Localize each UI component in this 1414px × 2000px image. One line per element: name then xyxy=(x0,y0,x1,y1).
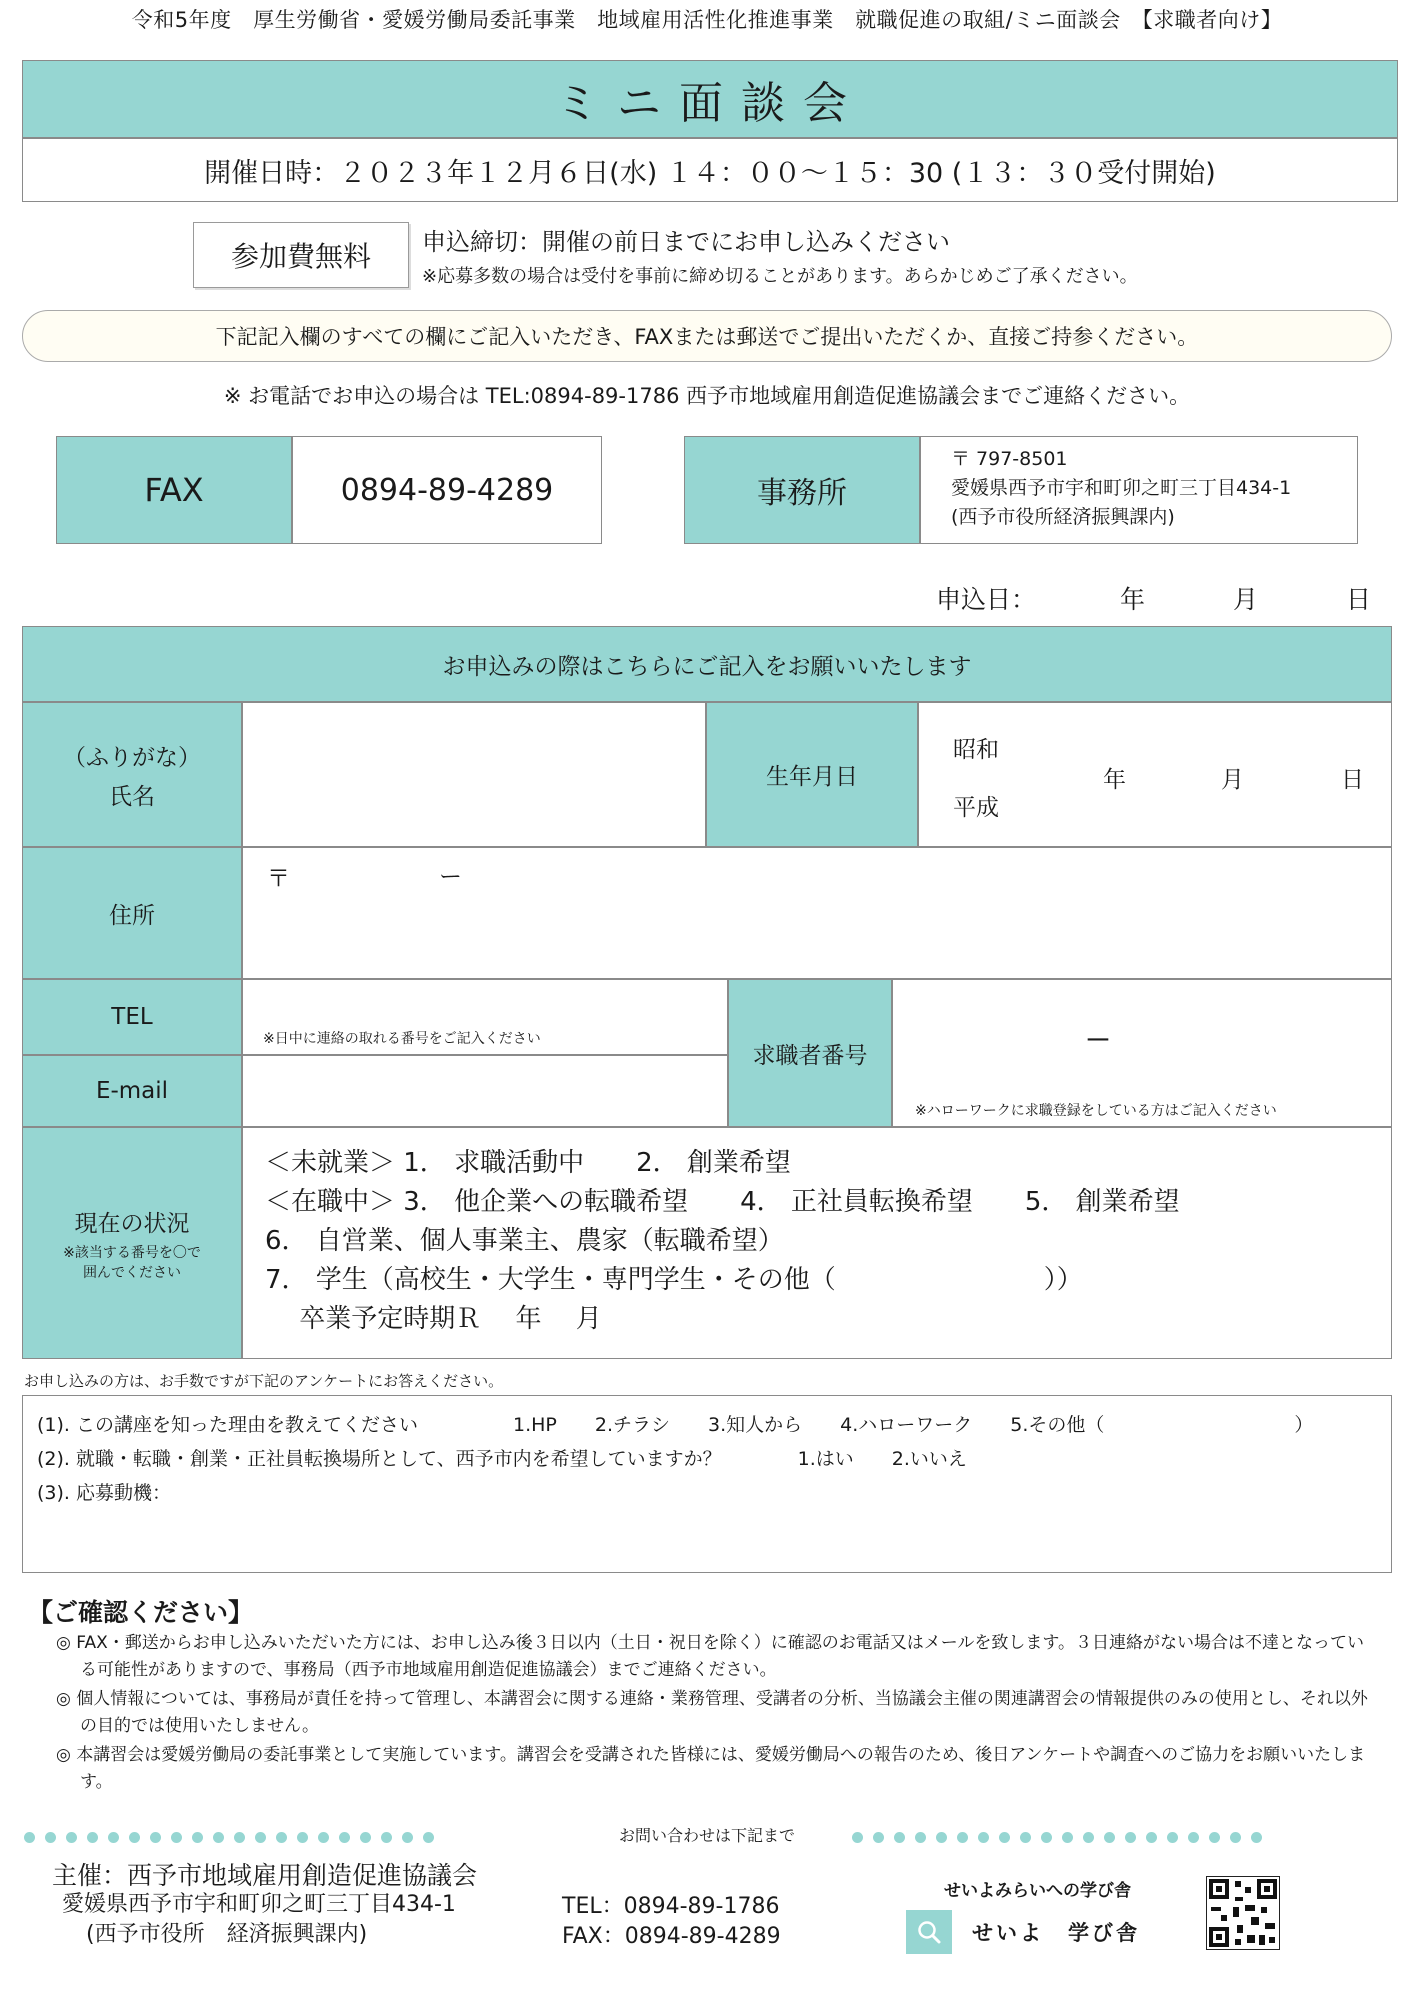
name-field[interactable] xyxy=(242,702,706,847)
birth-year-label: 年 xyxy=(1103,767,1126,793)
header-line: 令和5年度 厚生労働省・愛媛労働局委託事業 地域雇用活性化推進事業 就職促進の取組/ミニ面談会 【求職者向け】 xyxy=(131,8,1283,32)
address-label: 住所 xyxy=(22,847,242,979)
apply-date-day: 日 xyxy=(1346,585,1372,614)
survey-q2: (2). 就職・転職・創業・正社員転換場所として、西予市内を希望していますか？ 1.はい 2.いいえ xyxy=(37,1448,967,1470)
postal-dash: ー xyxy=(439,864,462,890)
jobseeker-field[interactable] xyxy=(892,979,1392,1127)
phone-note: ※ お電話でお申込の場合は TEL:0894-89-1786 西予市地域雇用創造促進協議会までご連絡ください。 xyxy=(223,384,1191,408)
search-icon[interactable] xyxy=(906,1910,952,1954)
office-dept: (西予市役所経済振興課内) xyxy=(951,506,1175,528)
name-label-text: 氏名 xyxy=(109,783,155,810)
address-field[interactable] xyxy=(242,847,1392,979)
status-options[interactable] xyxy=(242,1127,1392,1359)
footer-tel: TEL：0894-89-1786 xyxy=(562,1894,780,1919)
qr-code[interactable] xyxy=(1206,1876,1280,1950)
tel-note: ※日中に連絡の取れる番号をご記入ください xyxy=(263,1031,541,1047)
fee-badge: 参加費無料 xyxy=(193,222,409,288)
organizer-name: 主催：西予市地域雇用創造促進協議会 xyxy=(52,1861,478,1890)
organizer-address-block xyxy=(62,1890,456,1950)
page-title: ミニ面談会 xyxy=(22,60,1398,138)
jobseeker-note: ※ハローワークに求職登録をしている方はご記入ください xyxy=(915,1103,1277,1119)
email-field[interactable] xyxy=(242,1055,728,1127)
survey-box[interactable] xyxy=(22,1395,1392,1573)
inquiry-label: お問い合わせは下記まで xyxy=(618,1826,795,1845)
confirm-title: 【ご確認ください】 xyxy=(28,1598,254,1627)
fax-label: FAX xyxy=(56,436,292,544)
confirm-item: ◎ 個人情報については、事務局が責任を持って管理し、本講習会に関する連絡・業務管理、受講者の分析、当協議会主催の関連講習会の情報提供のみの使用とし、それ以外の目的では使用いたしません。 xyxy=(56,1689,1368,1736)
apply-date xyxy=(936,580,1396,616)
name-label xyxy=(22,702,242,847)
email-label: E-mail xyxy=(22,1055,242,1127)
deadline-note: ※応募多数の場合は受付を事前に締め切ることがあります。あらかじめご了承ください。 xyxy=(422,266,1138,287)
jobseeker-label: 求職者番号 xyxy=(728,979,892,1127)
status-note-1: ※該当する番号を〇で xyxy=(63,1244,201,1261)
apply-date-month: 月 xyxy=(1233,585,1259,614)
birth-day-label: 日 xyxy=(1341,767,1364,793)
survey-intro: お申し込みの方は、お手数ですが下記のアンケートにお答えください。 xyxy=(24,1372,504,1390)
office-address: 愛媛県西予市宇和町卯之町三丁目434-1 xyxy=(951,477,1292,499)
office-label: 事務所 xyxy=(684,436,920,544)
birth-month-label: 月 xyxy=(1221,767,1244,793)
site-search-box[interactable] xyxy=(906,1910,1158,1954)
tel-label: TEL xyxy=(22,979,242,1055)
status-line[interactable]: 7． 学生（高校生・大学生・専門学生・その他（ ）） xyxy=(265,1265,1083,1295)
confirm-item: ◎ FAX・郵送からお申し込みいただいた方には、お申し込み後３日以内（土日・祝日を除く）に確認のお電話又はメールを致します。３日連絡がない場合は不達となっている可能性がありますので、事務局（西予市地域雇用創造促進協議会）までご連絡ください。 xyxy=(56,1633,1365,1680)
dot-divider-right xyxy=(852,1832,1262,1842)
office-postal: 〒 797-8501 xyxy=(951,448,1068,470)
apply-date-label: 申込日： xyxy=(936,585,1037,614)
birthdate-field[interactable] xyxy=(918,702,1392,847)
era-heisei: 平成 xyxy=(953,795,999,821)
survey-q1: (1). この講座を知った理由を教えてください 1.HP 2.チラシ 3.知人から 4.ハローワーク 5.その他（ ） xyxy=(37,1414,1314,1436)
organizer-dept: (西予市役所 経済振興課内) xyxy=(86,1922,368,1947)
status-note-2: 囲んでください xyxy=(83,1264,181,1281)
status-line[interactable]: 卒業予定時期Ｒ 年 月 xyxy=(265,1304,602,1334)
survey-q3: (3). 応募動機： xyxy=(37,1482,171,1504)
event-datetime: 開催日時：２０２３年１２月６日(水) １４：００～１５：30 (１３：３０受付開始) xyxy=(22,138,1398,202)
footer-fax: FAX：0894-89-4289 xyxy=(562,1924,781,1949)
fax-number: 0894-89-4289 xyxy=(292,436,602,544)
status-line[interactable]: ＜未就業＞ 1． 求職活動中 2． 創業希望 xyxy=(265,1148,791,1178)
apply-date-year: 年 xyxy=(1120,585,1146,614)
form-heading: お申込みの際はこちらにご記入をお願いいたします xyxy=(22,626,1392,702)
status-line[interactable]: ＜在職中＞ 3． 他企業への転職希望 4． 正社員転換希望 5． 創業希望 xyxy=(265,1187,1180,1217)
jobseeker-dash: － xyxy=(1085,1026,1112,1056)
birthdate-label: 生年月日 xyxy=(706,702,918,847)
search-text: せいよ 学び舎 xyxy=(972,1921,1140,1945)
status-label xyxy=(22,1127,242,1359)
deadline-text: 申込締切：開催の前日までにお申し込みください xyxy=(422,228,950,256)
status-line[interactable]: 6． 自営業、個人事業主、農家（転職希望） xyxy=(265,1226,784,1256)
office-address-block xyxy=(920,436,1358,544)
organizer-address: 愛媛県西予市宇和町卯之町三丁目434-1 xyxy=(62,1892,456,1917)
footer-contact xyxy=(562,1892,781,1952)
instruction-banner: 下記記入欄のすべての欄にご記入いただき、FAXまたは郵送でご提出いただくか、直接ご持参ください。 xyxy=(22,310,1392,362)
confirm-item: ◎ 本講習会は愛媛労働局の委託事業として実施しています。講習会を受講された皆様には、愛媛労働局への報告のため、後日アンケートや調査へのご協力をお願いいたします。 xyxy=(56,1745,1366,1792)
site-title: せいよみらいへの学び舎 xyxy=(944,1881,1131,1901)
status-label-text: 現在の状況 xyxy=(74,1210,190,1237)
era-showa: 昭和 xyxy=(953,737,999,763)
tel-field[interactable] xyxy=(242,979,728,1055)
furigana-label: （ふりがな） xyxy=(63,744,201,771)
postal-mark: 〒 xyxy=(267,866,290,892)
